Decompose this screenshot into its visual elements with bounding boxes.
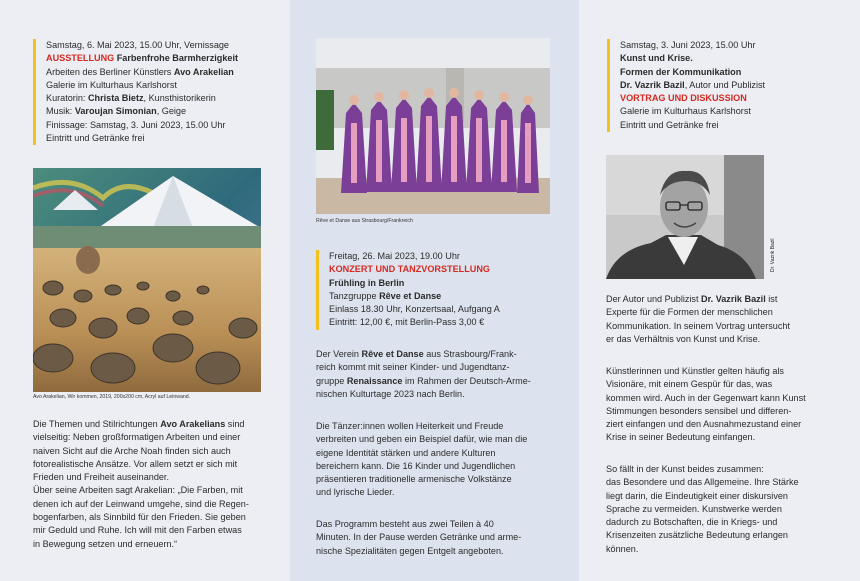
- event-type: VORTRAG UND DISKUSSION: [620, 93, 747, 104]
- speaker-name: Dr. Vazrik Bazil: [620, 79, 685, 90]
- portrait-caption: Dr. Vazrik Bazil: [770, 238, 776, 272]
- column-concert: [290, 0, 579, 581]
- artist-name: Avo Arakelian: [173, 66, 234, 77]
- admission-info: Eintritt und Getränke frei: [46, 133, 145, 144]
- event-location: Galerie im Kulturhaus Karlshorst: [46, 79, 177, 90]
- concert-intro: Der Verein Rêve et Danse aus Strasbourg/Frank- reich kommt mit seiner Kinder- und Jugendtanz- gruppe Renaissance im Rahmen der Deutsch-Arme- nischen Kulturtage 2023 nach Berlin.: [316, 349, 531, 399]
- dance-photo: [316, 38, 550, 214]
- event-type: KONZERT UND TANZVORSTELLUNG: [329, 264, 490, 275]
- photo-caption: Rêve et Danse aus Strasbourg/Frankreich: [316, 218, 413, 224]
- column-lecture: [579, 0, 860, 581]
- lecture-intro: Der Autor und Publizist Dr. Vazrik Bazil ist Experte für die Formen der menschlichen Kommunikation. In seinem Vortrag untersucht er das Verhältnis von Kunst und Krise.: [606, 294, 790, 344]
- event-date: Samstag, 3. Juni 2023, 15.00 Uhr: [620, 40, 756, 50]
- lecture-description: Künstlerinnen und Künstler gelten häufig als Visionäre, mit einem Gespür für das, was kommen wird. Auch in der Gegenwart kann Kunst Stimmungen besonders sensibel und differen- ziert einfangen und den Ausnahmezustand einer Krise in seiner Bedeutung einfangen.: [606, 366, 806, 443]
- finissage-date: Finissage: Samstag, 3. Juni 2023, 15.00 Uhr: [46, 119, 226, 130]
- concert-program: Das Programm besteht aus zwei Teilen à 40 Minuten. In der Pause werden Getränke und arme- nische Spezialitäten gegen Entgelt angeboten.: [316, 519, 522, 556]
- event-title: Farbenfrohe Barmherzigkeit: [114, 53, 239, 64]
- column-exhibition: [0, 0, 290, 581]
- concert-description: Die Tänzer:innen wollen Heiterkeit und Freude verbreiten und geben ein Beispiel dafür, wie man die eigene Identität stärken und andere Kulturen bereichern kann. Die 16 Kinder und Jugendlichen präsentieren traditionelle armenische Volkstänze und lyrische Lieder.: [316, 421, 528, 498]
- event-type: AUSSTELLUNG: [46, 53, 115, 64]
- event-location: Galerie im Kulturhaus Karlshorst: [620, 106, 751, 117]
- lecture-conclusion: So fällt in der Kunst beides zusammen: das Besondere und das Allgemeine. Ihre Stärke liegt darin, die Eindeutigkeit einer diskursiven Sprache zu vermeiden. Kunstwerke werden dadurch zu Botschaften, die in Kriegs- und Krisenzeiten zusätzliche Bedeutung erlangen können.: [606, 464, 799, 554]
- painting-caption: Avo Arakelian, Wir kommen, 2019, 200x200 cm, Acryl auf Leinwand.: [33, 394, 191, 400]
- event-block-exhibition: Samstag, 6. Mai 2023, 15.00 Uhr, Vernissage AUSSTELLUNG Farbenfrohe Barmherzigkeit Arbeiten des Berliner Künstlers Avo Arakelian Galerie im Kulturhaus Karlshorst Kuratorin: Christa Bietz, Kunsthistorikerin Musik: Varoujan Simonian, Geige Finissage: Samstag, 3. Juni 2023, 15.00 Uhr Eintritt und Getränke frei: [33, 39, 238, 145]
- speaker-portrait: [606, 155, 764, 279]
- event-block-lecture: Samstag, 3. Juni 2023, 15.00 Uhr Kunst und Krise. Formen der Kommunikation Dr. Vazrik Bazil, Autor und Publizist VORTRAG UND DISKUSSION Galerie im Kulturhaus Karlshorst Eintritt und Getränke frei: [607, 39, 765, 132]
- ticket-price: Eintritt: 12,00 €, mit Berlin-Pass 3,00 €: [329, 317, 485, 328]
- event-title: Kunst und Krise.: [620, 53, 693, 64]
- event-subtitle: Formen der Kommunikation: [620, 66, 742, 77]
- artist-description: Die Themen und Stilrichtungen Avo Arakelians sind vielseitig: Neben großformatigen Arbeiten und einer naiven Sicht auf die Arche Noah finden sich auch fotorealistische Ansätze. Vor allem setzt er sich mit Frieden und Freiheit auseinander. Über seine Arbeiten sagt Arakelian: „Die Farben, mit denen ich auf der Leinwand umgehe, sind die Regen- bogenfarben, als Sinnbild für den Frieden. Sie geben mir Geduld und Ruhe. Ich will mit den Farben etwas in Bewegung setzen und erneuern.“: [33, 419, 249, 549]
- event-block-concert: Freitag, 26. Mai 2023, 19.00 Uhr KONZERT UND TANZVORSTELLUNG Frühling in Berlin Tanzgruppe Rêve et Danse Einlass 18.30 Uhr, Konzertsaal, Aufgang A Eintritt: 12,00 €, mit Berlin-Pass 3,00 €: [316, 250, 500, 330]
- event-location: Einlass 18.30 Uhr, Konzertsaal, Aufgang A: [329, 304, 500, 315]
- painting-image: [33, 168, 261, 392]
- event-title: Frühling in Berlin: [329, 277, 405, 288]
- admission-info: Eintritt und Getränke frei: [620, 119, 719, 130]
- event-date: Samstag, 6. Mai 2023, 15.00 Uhr, Vernissage: [46, 40, 229, 50]
- event-date: Freitag, 26. Mai 2023, 19.00 Uhr: [329, 251, 460, 261]
